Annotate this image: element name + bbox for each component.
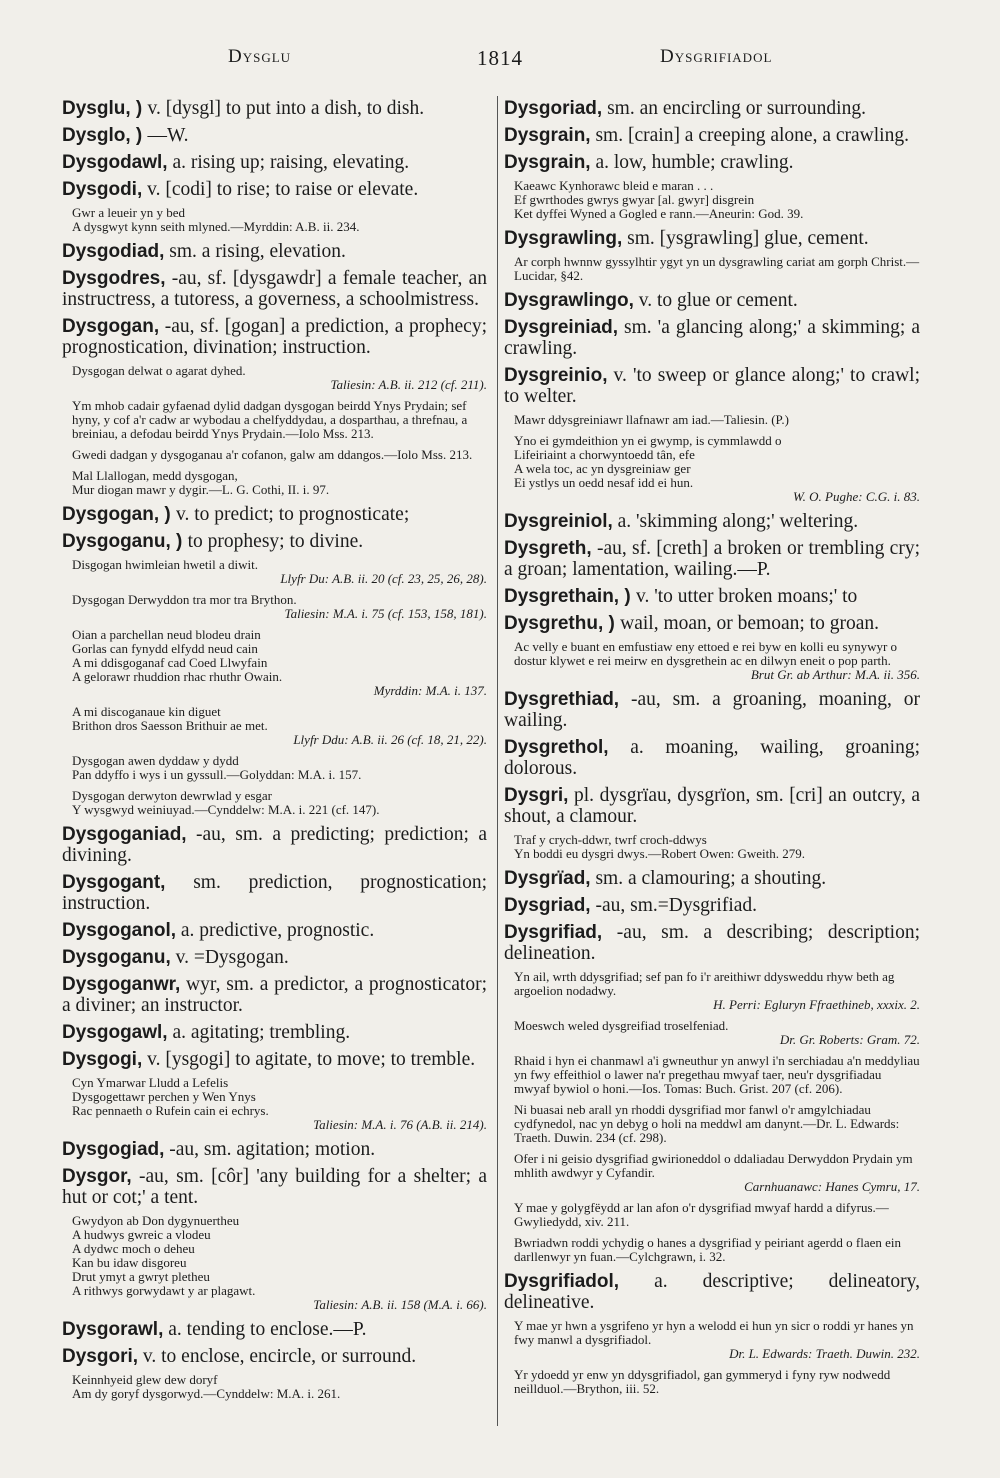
headword: Dysgrifiadol, <box>504 1271 620 1292</box>
dictionary-entry <box>504 586 920 607</box>
dictionary-entry <box>62 241 487 262</box>
definition: v. 'to utter broken moans;' to <box>635 586 858 607</box>
quote-line: Kaeawc Kynhorawc bleid e maran . . . <box>514 178 714 193</box>
quote-line: A dydwc moch o deheu <box>72 1241 195 1256</box>
dictionary-entry <box>62 98 487 119</box>
dictionary-entry <box>62 872 487 914</box>
quote-line: Rhaid i hyn ei chanmawl a'i gwneuthur yn anwyl i'n serchiadau a'n meddyliau yn fwy effeithiol o lawer na'r pregethau mwyaf taer, neu'r dysgrifiadau mwyaf bywiol o honi.—Ios. Tomas: Buch. Grist. 207 (cf. 206). <box>514 1053 920 1096</box>
definition: v. to glue or cement. <box>633 290 798 311</box>
dictionary-entry <box>62 504 487 525</box>
quote-line: Am dy goryf dysgorwyd.—Cynddelw: M.A. i. 261. <box>72 1386 341 1401</box>
dictionary-entry <box>504 228 920 249</box>
quote-line: Y mae yr hwn a ysgrifeno yr hyn a welodd ei hun yn sicr o roddi yr hanes yn fwy manwl a dysgrifiadol. <box>514 1318 914 1347</box>
citation-quote <box>62 206 487 234</box>
definition: a. tending to enclose.—P. <box>163 1319 367 1340</box>
headword: Dysgodawl, <box>62 152 168 173</box>
quote-source: Myrddin: M.A. i. 137. <box>373 683 487 698</box>
definition: a. moaning, wailing, groaning; dolorous. <box>504 737 920 779</box>
citation-quote <box>504 1236 920 1264</box>
definition: —W. <box>147 125 189 146</box>
quote-source: Dr. L. Edwards: Traeth. Duwin. 232. <box>729 1346 920 1361</box>
quote-line: Bwriadwn roddi ychydig o hanes a dysgrifiad y peiriant agerdd o flaen ein darllenwyr yn fuan.—Cylchgrawn, i. 32. <box>514 1235 901 1264</box>
headword: Dysgori, <box>62 1346 139 1367</box>
dictionary-entry <box>504 511 920 532</box>
quote-line: Brithon dros Saesson Brithuir ae met. <box>72 718 268 733</box>
quote-line: Cyn Ymarwar Lludd a Lefelis <box>72 1075 229 1090</box>
quote-line: Dysgogettawr perchen y Wen Ynys <box>72 1089 256 1104</box>
definition: wyr, sm. a predictor, a prognosticator; a diviner; an instructor. <box>62 974 487 1016</box>
dictionary-entry <box>62 974 487 1016</box>
definition: pl. dysgrïau, dysgrïon, sm. [cri] an outcry, a shout, a clamour. <box>504 785 920 827</box>
definition: -au, sm. [côr] 'any building for a shelter; a hut or cot;' a tent. <box>62 1166 487 1208</box>
definition: sm. an encircling or surrounding. <box>602 98 866 119</box>
quote-source: Llyfr Ddu: A.B. ii. 26 (cf. 18, 21, 22). <box>293 732 487 747</box>
quote-line: Lifeiriaint a chorwyntoedd tân, efe <box>514 447 695 462</box>
quote-line: Yr ydoedd yr enw yn ddysgrifiadol, gan gymmeryd i fyny ryw nodwedd neillduol.—Brython, iii. 52. <box>514 1367 891 1396</box>
quote-line: Kan bu idaw disgoreu <box>72 1255 187 1270</box>
dictionary-entry <box>504 895 920 916</box>
header-left-guideword: Dysglu <box>228 46 292 67</box>
headword: Dysgreiniad, <box>504 317 619 338</box>
dictionary-entry <box>504 1271 920 1313</box>
quote-line: Mal Llallogan, medd dysgogan, <box>72 468 238 483</box>
citation-quote <box>504 1054 920 1096</box>
definition: v. to predict; to prognosticate; <box>176 504 410 525</box>
dictionary-entry <box>62 125 487 146</box>
definition: -au, sf. [gogan] a prediction, a prophecy; prognostication, divination; instruction. <box>62 316 487 358</box>
quote-line: A gelorawr rhuddion rhac rhuthr Owain. <box>72 669 283 684</box>
dictionary-entry <box>62 268 487 310</box>
headword: Dysgogan, <box>62 316 160 337</box>
citation-quote <box>62 1076 487 1132</box>
dictionary-entry <box>504 737 920 779</box>
definition: sm. a clamouring; a shouting. <box>590 868 827 889</box>
quote-line: Dysgogan awen dyddaw y dydd <box>72 753 239 768</box>
definition: sm. [ysgrawling] glue, cement. <box>622 228 869 249</box>
quote-source: Brut Gr. ab Arthur: M.A. ii. 356. <box>750 667 920 682</box>
headword: Dysgrawling, <box>504 228 623 249</box>
dictionary-entry <box>62 1346 487 1367</box>
column-divider <box>497 96 498 1426</box>
dictionary-entry <box>62 1022 487 1043</box>
headword: Dysgodiad, <box>62 241 165 262</box>
quote-line: Moeswch weled dysgreifiad troselfeniad. <box>514 1018 729 1033</box>
definition: -au, sf. [dysgawdr] a female teacher, an instructress, a tutoress, a governess, a schoolmistress. <box>62 268 487 310</box>
dictionary-entry <box>504 613 920 634</box>
citation-quote <box>62 364 487 392</box>
citation-quote <box>62 1373 487 1401</box>
quote-line: Drut ymyt a gwryt pletheu <box>72 1269 210 1284</box>
citation-quote <box>504 970 920 1012</box>
dictionary-entry <box>62 947 487 968</box>
definition: v. =Dysgogan. <box>170 947 289 968</box>
quote-line: Gwr a leueir yn y bed <box>72 205 185 220</box>
quote-source: Taliesin: A.B. ii. 212 (cf. 211). <box>330 377 487 392</box>
dictionary-entry <box>62 316 487 358</box>
dictionary-entry <box>62 824 487 866</box>
definition: sm. [crain] a creeping alone, a crawling. <box>590 125 909 146</box>
headword: Dysglu, ) <box>62 98 148 119</box>
definition: -au, sm. a predicting; prediction; a divining. <box>62 824 487 866</box>
citation-quote <box>504 1201 920 1229</box>
quote-line: Disgogan hwimleian hwetil a diwit. <box>72 557 258 572</box>
dictionary-entry <box>504 785 920 827</box>
citation-quote <box>62 448 487 462</box>
headword: Dysgreth, <box>504 538 592 559</box>
dictionary-entry <box>62 1166 487 1208</box>
headword: Dysgoganu, ) <box>62 531 188 552</box>
citation-quote <box>62 754 487 782</box>
left-column <box>62 98 487 1408</box>
quote-line: Ei ystlys un oedd nesaf idd ei hun. <box>514 475 694 490</box>
quote-line: Ket dyffei Wyned a Gogled e rann.—Aneurin: God. 39. <box>514 206 804 221</box>
definition: -au, sm. a describing; description; delineation. <box>504 922 920 964</box>
dictionary-entry <box>504 98 920 119</box>
quote-source: Llyfr Du: A.B. ii. 20 (cf. 23, 25, 26, 28). <box>280 571 487 586</box>
headword: Dysgrethain, ) <box>504 586 636 607</box>
citation-quote <box>504 1103 920 1145</box>
quote-source: Taliesin: M.A. i. 76 (A.B. ii. 214). <box>313 1117 487 1132</box>
quote-line: Yno ei gymdeithion yn ei gwymp, is cymmlawdd o <box>514 433 782 448</box>
headword: Dysgoganol, <box>62 920 177 941</box>
dictionary-entry <box>62 179 487 200</box>
dictionary-entry <box>504 868 920 889</box>
definition: a. 'skimming along;' weltering. <box>612 511 859 532</box>
quote-source: Dr. Gr. Roberts: Gram. 72. <box>779 1032 920 1047</box>
dictionary-entry <box>62 1049 487 1070</box>
quote-line: Dysgogan Derwyddon tra mor tra Brython. <box>72 592 297 607</box>
quote-line: Ef gwrthodes gwrys gwyar [al. gwyr] disgrein <box>514 192 755 207</box>
definition: a. descriptive; delineatory, delineative. <box>504 1271 920 1313</box>
definition: sm. 'a glancing along;' a skimming; a crawling. <box>504 317 920 359</box>
headword: Dysgreiniol, <box>504 511 613 532</box>
quote-line: A mi ddisgoganaf cad Coed Llwyfain <box>72 655 268 670</box>
quote-line: Gwedi dadgan y dysgoganau a'r cofanon, galw am ddangos.—Iolo Mss. 213. <box>72 447 473 462</box>
headword: Dysgrain, <box>504 125 591 146</box>
definition: a. agitating; trembling. <box>167 1022 351 1043</box>
citation-quote <box>504 179 920 221</box>
definition: a. rising up; raising, elevating. <box>167 152 410 173</box>
headword: Dysgor, <box>62 1166 132 1187</box>
dictionary-entry <box>504 152 920 173</box>
dictionary-entry <box>504 317 920 359</box>
dictionary-entry <box>504 290 920 311</box>
citation-quote <box>504 1152 920 1194</box>
citation-quote <box>504 434 920 504</box>
citation-quote <box>504 1368 920 1396</box>
quote-line: A dysgwyt kynn seith mlyned.—Myrddin: A.B. ii. 234. <box>72 219 360 234</box>
citation-quote <box>62 558 487 586</box>
definition: to prophesy; to divine. <box>187 531 364 552</box>
headword: Dysglo, ) <box>62 125 148 146</box>
definition: -au, sm.=Dysgrifiad. <box>590 895 758 916</box>
quote-line: Ym mhob cadair gyfaenad dylid dadgan dysgogan beirdd Ynys Prydain; sef hyny, y cof a'r cadw ar wybodau a chelfyddydau, a dosparthau, a threfnau, a breiniau, a defodau beirdd Ynys Prydain.—Iolo Mss. 213. <box>72 398 468 441</box>
quote-line: Oian a parchellan neud blodeu drain <box>72 627 261 642</box>
headword: Dysgodres, <box>62 268 166 289</box>
headword: Dysgrain, <box>504 152 591 173</box>
quote-line: A hudwys gwreic a vlodeu <box>72 1227 211 1242</box>
quote-source: W. O. Pughe: C.G. i. 83. <box>793 489 920 504</box>
quote-line: A mi discoganaue kin diguet <box>72 704 221 719</box>
definition: v. [ysgogi] to agitate, to move; to tremble. <box>142 1049 476 1070</box>
quote-source: Carnhuanawc: Hanes Cymru, 17. <box>744 1179 920 1194</box>
headword: Dysgrifiad, <box>504 922 603 943</box>
headword: Dysgoganu, <box>62 947 171 968</box>
definition: v. [codi] to rise; to raise or elevate. <box>142 179 419 200</box>
headword: Dysgogiad, <box>62 1139 165 1160</box>
dictionary-entry <box>504 689 920 731</box>
quote-line: Ni buasai neb arall yn rhoddi dysgrifiad mor fanwl o'r amgylchiadau cydfynedol, nac yn debyg o holi na meddwl am danynt.—Dr. L. Edwards: Traeth. Duwin. 234 (cf. 298). <box>514 1102 900 1145</box>
headword: Dysgrethu, ) <box>504 613 621 634</box>
headword: Dysgoganwr, <box>62 974 181 995</box>
dictionary-entry <box>62 531 487 552</box>
quote-line: Y wysgwyd weiniuyad.—Cynddelw: M.A. i. 221 (cf. 147). <box>72 802 380 817</box>
headword: Dysgri, <box>504 785 569 806</box>
quote-line: A wela toc, ac yn dysgreiniaw ger <box>514 461 691 476</box>
citation-quote <box>504 1319 920 1361</box>
dictionary-entry <box>504 922 920 964</box>
dictionary-entry <box>504 125 920 146</box>
right-column <box>504 98 920 1403</box>
dictionary-entry <box>62 920 487 941</box>
dictionary-entry <box>62 152 487 173</box>
quote-line: Keinnhyeid glew dew doryf <box>72 1372 218 1387</box>
quote-line: Yn ail, wrth ddysgrifiad; sef pan fo i'r areithiwr ddysweddu rhyw beth ag argoelion nodadwy. <box>514 969 895 998</box>
quote-line: Yn boddi eu dysgri dwys.—Robert Owen: Gweith. 279. <box>514 846 806 861</box>
definition: v. [dysgl] to put into a dish, to dish. <box>147 98 425 119</box>
definition: wail, moan, or bemoan; to groan. <box>620 613 879 634</box>
dictionary-entry <box>504 538 920 580</box>
header-right-guideword: Dysgrifiadol <box>660 46 773 67</box>
citation-quote <box>504 413 920 427</box>
quote-line: Ar corph hwnnw gyssylhtir ygyt yn un dysgrawling cariat am gorph Christ.—Lucidar, §42. <box>514 254 920 283</box>
definition: a. low, humble; crawling. <box>590 152 794 173</box>
quote-line: Dysgogan derwyton dewrwlad y esgar <box>72 788 273 803</box>
headword: Dysgogi, <box>62 1049 143 1070</box>
quote-source: H. Perri: Egluryn Ffraethineb, xxxix. 2. <box>713 997 920 1012</box>
dictionary-entry <box>62 1319 487 1340</box>
citation-quote <box>504 640 920 682</box>
citation-quote <box>62 705 487 747</box>
definition: -au, sm. agitation; motion. <box>164 1139 376 1160</box>
quote-line: Y mae y golygfëydd ar lan afon o'r dysgrifiad mwyaf hardd a difyrus.—Gwyliedydd, xiv. 211. <box>514 1200 889 1229</box>
page-number: 1814 <box>477 46 523 70</box>
definition: a. predictive, prognostic. <box>176 920 375 941</box>
headword: Dysgodi, <box>62 179 143 200</box>
headword: Dysgrethol, <box>504 737 609 758</box>
headword: Dysgoriad, <box>504 98 603 119</box>
headword: Dysgogant, <box>62 872 166 893</box>
running-header <box>0 46 1000 76</box>
quote-line: Ofer i ni geisio dysgrifiad gwirioneddol o ddaliadau Derwyddon Prydain ym mhlith awdwyr y Cyfandir. <box>514 1151 913 1180</box>
headword: Dysgrethiad, <box>504 689 620 710</box>
headword: Dysgorawl, <box>62 1319 164 1340</box>
quote-line: Gorlas can fynydd elfydd neud cain <box>72 641 258 656</box>
quote-source: Taliesin: M.A. i. 75 (cf. 153, 158, 181). <box>284 606 487 621</box>
headword: Dysgriad, <box>504 895 591 916</box>
definition: -au, sm. a groaning, moaning, or wailing. <box>504 689 920 731</box>
quote-line: Gwydyon ab Don dygynuertheu <box>72 1213 240 1228</box>
dictionary-entry <box>62 1139 487 1160</box>
quote-line: Pan ddyffo i wys i un gyssull.—Golyddan: M.A. i. 157. <box>72 767 362 782</box>
quote-line: Traf y crych-ddwr, twrf croch-ddwys <box>514 832 707 847</box>
quote-line: Dysgogan delwat o agarat dyhed. <box>72 363 246 378</box>
citation-quote <box>504 255 920 283</box>
headword: Dysgoganiad, <box>62 824 187 845</box>
citation-quote <box>62 628 487 698</box>
definition: v. 'to sweep or glance along;' to crawl; to welter. <box>504 365 920 407</box>
quote-line: A rithwys gorwydawt y ar plagawt. <box>72 1283 256 1298</box>
citation-quote <box>504 833 920 861</box>
headword: Dysgrïad, <box>504 868 591 889</box>
citation-quote <box>62 1214 487 1312</box>
citation-quote <box>62 789 487 817</box>
definition: sm. a rising, elevation. <box>164 241 346 262</box>
definition: -au, sf. [creth] a broken or trembling cry; a groan; lamentation, wailing.—P. <box>504 538 920 580</box>
citation-quote <box>62 593 487 621</box>
citation-quote <box>62 399 487 441</box>
headword: Dysgogan, ) <box>62 504 177 525</box>
dictionary-entry <box>504 365 920 407</box>
definition: v. to enclose, encircle, or surround. <box>138 1346 417 1367</box>
headword: Dysgreinio, <box>504 365 608 386</box>
definition: sm. prediction, prognostication; instruction. <box>62 872 487 914</box>
quote-line: Rac pennaeth o Rufein cain ei echrys. <box>72 1103 269 1118</box>
quote-source: Taliesin: A.B. ii. 158 (M.A. i. 66). <box>313 1297 487 1312</box>
quote-line: Ac velly e buant en emfustiaw eny ettoed e rei byw en kolli eu synywyr o dostur klywet e rei meirw en dysgrethein ac en dilwyn eneit o pop parth. <box>514 639 898 668</box>
quote-line: Mur diogan mawr y dygir.—L. G. Cothi, II. i. 97. <box>72 482 330 497</box>
quote-line: Mawr ddysgreiniawr llafnawr am iad.—Taliesin. (P.) <box>514 412 789 427</box>
citation-quote <box>504 1019 920 1047</box>
citation-quote <box>62 469 487 497</box>
headword: Dysgrawlingo, <box>504 290 634 311</box>
headword: Dysgogawl, <box>62 1022 168 1043</box>
